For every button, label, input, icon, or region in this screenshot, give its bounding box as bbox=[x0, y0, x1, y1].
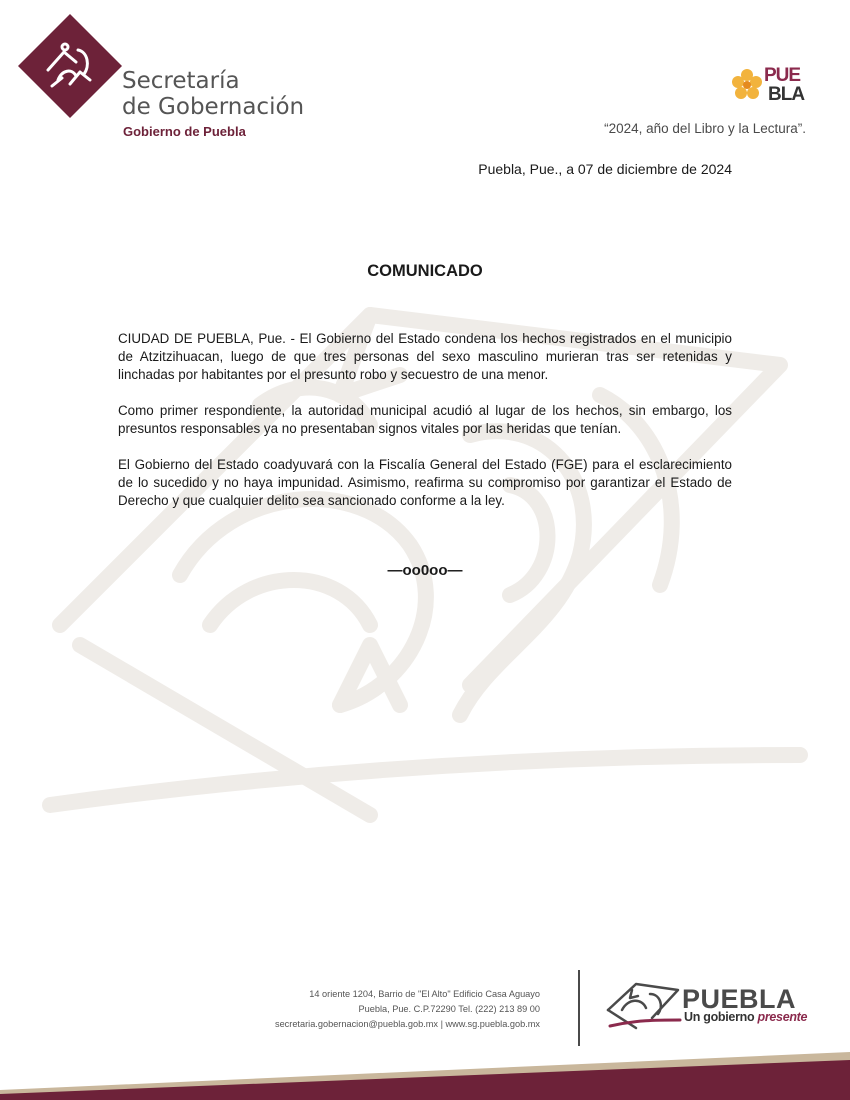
year-slogan: “2024, año del Libro y la Lectura”. bbox=[604, 121, 806, 136]
flower-icon bbox=[730, 68, 764, 102]
tagline-plain: Un gobierno bbox=[684, 1010, 758, 1024]
address-line-1: 14 oriente 1204, Barrio de "El Alto" Edificio Casa Aguayo bbox=[309, 989, 540, 999]
paragraph-1: CIUDAD DE PUEBLA, Pue. - El Gobierno del Estado condena los hechos registrados en el municipio de Atzitzihuacan, luego de que tres personas del sexo masculino murieran tras ser retenidas y linchadas por habitantes por el presunto robo y secuestro de una menor. bbox=[118, 331, 732, 382]
org-subtitle: Gobierno de Puebla bbox=[123, 124, 246, 139]
address-line-3: secretaria.gobernacion@puebla.gob.mx | www.sg.puebla.gob.mx bbox=[274, 1019, 540, 1029]
paragraph-2: Como primer respondiente, la autoridad municipal acudió al lugar de los hechos, sin embargo, los presuntos responsables ya no presentaban signos vitales por las heridas que tenían. bbox=[118, 403, 732, 436]
org-name-line1: Secretaría bbox=[122, 68, 240, 94]
puebla-logo-text-top: PUE bbox=[764, 65, 801, 86]
closing-mark: —oo0oo— bbox=[387, 562, 463, 579]
document-body bbox=[118, 330, 732, 528]
secretaria-logo-icon bbox=[18, 14, 122, 118]
footer-brand: PUEBLA bbox=[682, 984, 797, 1014]
puebla-logo-text-bottom: BLA bbox=[768, 84, 805, 105]
paragraph-3: El Gobierno del Estado coadyuvará con la Fiscalía General del Estado (FGE) para el esclarecimiento de lo sucedido y no haya impunidad. Asimismo, reafirma su compromiso por garantizar el Estado de Derecho y que cualquier delito sea sancionado conforme a la ley. bbox=[118, 457, 732, 508]
bottom-band bbox=[0, 1048, 850, 1100]
document-title: COMUNICADO bbox=[367, 262, 483, 280]
org-name-line2: de Gobernación bbox=[122, 94, 305, 120]
footer-tagline bbox=[684, 1010, 807, 1024]
puebla-logo bbox=[730, 64, 806, 110]
address-line-2: Puebla, Pue. C.P.72290 Tel. (222) 213 89 00 bbox=[358, 1004, 540, 1014]
footer-divider bbox=[578, 970, 580, 1046]
document-date: Puebla, Pue., a 07 de diciembre de 2024 bbox=[478, 161, 732, 177]
puebla-emblem-icon bbox=[606, 980, 682, 1032]
tagline-emphasis: presente bbox=[757, 1010, 808, 1024]
footer-address bbox=[275, 987, 540, 1032]
org-name bbox=[122, 68, 304, 120]
